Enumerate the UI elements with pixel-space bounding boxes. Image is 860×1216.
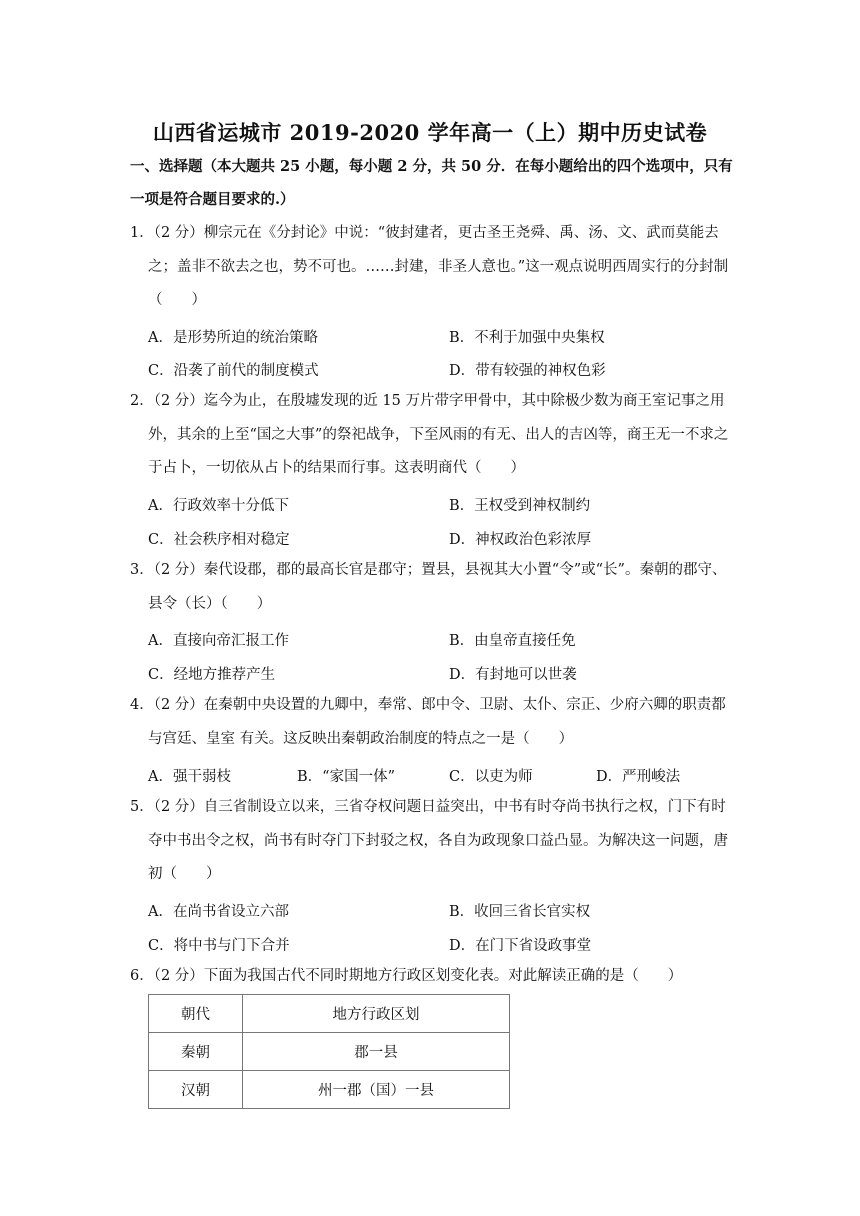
question-stem: 3．（2 分）秦代设郡，郡的最高长官是郡守；置县，县视其大小置“令”或“长”。秦朝的郡守、县令（长）（ ）	[130, 562, 727, 612]
region-table	[148, 994, 510, 1109]
question-stem: 4．（2 分）在秦朝中央设置的九卿中，奉常、郎中令、卫尉、太仆、宗正、少府六卿的职责都与宫廷、皇室 有关。这反映出秦朝政治制度的特点之一是（ ）	[130, 697, 726, 747]
option-b: B．由皇帝直接任免	[449, 633, 576, 649]
option-b: B．不利于加强中央集权	[449, 330, 605, 346]
option-a: A．行政效率十分低下	[148, 498, 289, 514]
question-4	[130, 689, 740, 756]
option-b: B．“家国一体”	[297, 769, 395, 785]
option-a: A．是形势所迫的统治策略	[148, 330, 318, 346]
question-2	[130, 385, 740, 486]
question-stem: 2．（2 分）迄今为止，在殷墟发现的近 15 万片带字甲骨中，其中除极少数为商王室记事之用外，其余的上至“国之大事”的祭祀战争，下至风雨的有无、出人的吉凶等，商王无一不求之于占卜，一切依从占卜的结果而行事。这表明商代（ ）	[130, 393, 729, 476]
option-d: D．有封地可以世袭	[449, 667, 577, 683]
table-header-cell: 地方行政区划	[243, 995, 510, 1033]
option-c: C．沿袭了前代的制度模式	[148, 363, 319, 379]
option-c: C．将中书与门下合并	[148, 938, 290, 954]
option-c: C．社会秩序相对稳定	[148, 532, 290, 548]
option-d: D．神权政治色彩浓厚	[449, 532, 592, 548]
question-stem: 5．（2 分）自三省制设立以来，三省夺权问题日益突出，中书有时夺尚书执行之权，门下有时夺中书出令之权，尚书有时夺门下封驳之权，各自为政现象口益凸显。为解决这一问题，唐初（ ）	[130, 799, 728, 882]
option-b: B．王权受到神权制约	[449, 498, 591, 514]
option-c: C．经地方推荐产生	[148, 667, 276, 683]
option-d: D．严刑峻法	[596, 769, 681, 785]
question-6	[130, 960, 740, 994]
option-c: C．以吏为师	[449, 769, 533, 785]
page-title: 山西省运城市 2019-2020 学年高一（上）期中历史试卷	[152, 120, 708, 145]
table-cell: 秦朝	[149, 1033, 243, 1071]
option-a: A．直接向帝汇报工作	[148, 633, 289, 649]
table-row	[149, 1071, 510, 1109]
table-header-row	[149, 995, 510, 1033]
table-cell: 州一郡（国）一县	[243, 1071, 510, 1109]
question-stem: 6．（2 分）下面为我国古代不同时期地方行政区划变化表。对此解读正确的是（ ）	[130, 968, 683, 984]
option-a: A．在尚书省设立六部	[148, 904, 289, 920]
table-cell: 郡一县	[243, 1033, 510, 1071]
question-1	[130, 217, 740, 318]
table-header-cell: 朝代	[149, 995, 243, 1033]
table-row	[149, 1033, 510, 1071]
question-5	[130, 791, 740, 892]
question-stem: 1．（2 分）柳宗元在《分封论》中说：“彼封建者，更古圣王尧舜、禹、汤、文、武而莫能去之；盖非不欲去之也，势不可也。……封建，非圣人意也。”这一观点说明西周实行的分封制（ ）	[130, 225, 729, 308]
option-d: D．在门下省设政事堂	[449, 938, 592, 954]
section-heading: 一、选择题（本大题共 25 小题，每小题 2 分，共 50 分．在每小题给出的四个选项中，只有一项是符合题目要求的.）	[130, 158, 733, 208]
option-d: D．带有较强的神权色彩	[449, 363, 606, 379]
option-a: A．强干弱枝	[148, 769, 231, 785]
question-3	[130, 554, 740, 621]
option-b: B．收回三省长官实权	[449, 904, 591, 920]
table-cell: 汉朝	[149, 1071, 243, 1109]
